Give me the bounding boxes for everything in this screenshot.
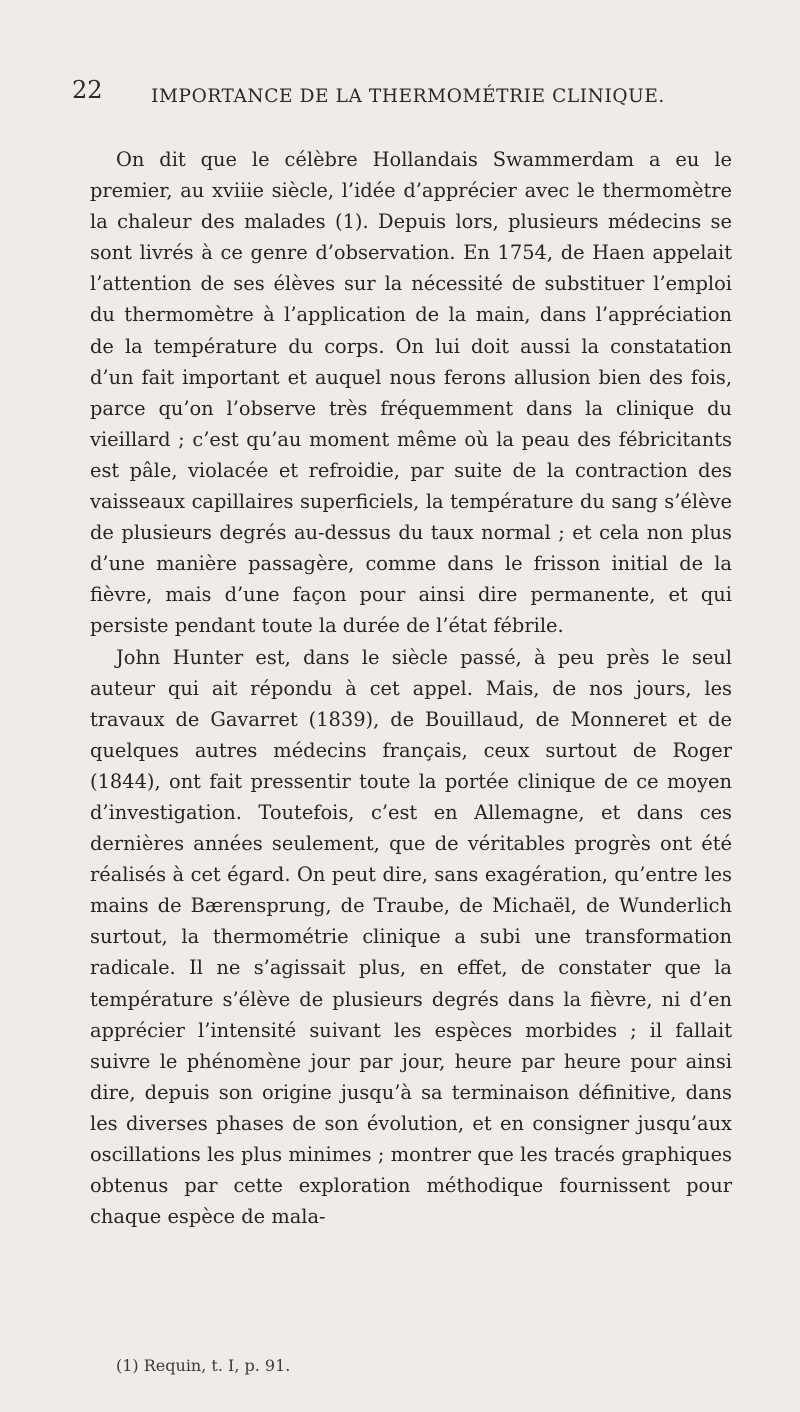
paragraph: John Hunter est, dans le siècle passé, à peu près le seul auteur qui ait répondu à cet appel. Mais, de nos jours, les travaux de Gavarret (1839), de Bouillaud, de Monneret et de quelques autres médecins français, ceux surtout de Roger (1844), ont fait pressentir toute la portée clinique de ce moyen d’investigation. Toutefois, c’est en Allemagne, et dans ces dernières années seulement, que de véritables progrès ont été réalisés à cet égard. On peut dire, sans exagération, qu’entre les mains de Bærensprung, de Traube, de Michaël, de Wunderlich surtout, la thermométrie clinique a subi une transformation radicale. Il ne s’agissait plus, en effet, de constater que la température s’élève de plusieurs degrés dans la fièvre, ni d’en apprécier l’intensité suivant les espèces morbides ; il fallait suivre le phénomène jour par jour, heure par heure pour ainsi dire, depuis son origine jusqu’à sa terminaison définitive, dans les diverses phases de son évolution, et en consigner jusqu’aux oscillations les plus minimes ; montrer que les tracés graphiques obtenus par cette exploration méthodique fournissent pour chaque espèce de mala-: [90, 645, 732, 1229]
page-number: 22: [72, 76, 103, 104]
body-text: [90, 144, 732, 1232]
paragraph: On dit que le célèbre Hollandais Swammerdam a eu le premier, au xviiie siècle, l’idée d’apprécier avec le thermomètre la chaleur des malades (1). Depuis lors, plusieurs médecins se sont livrés à ce genre d’observation. En 1754, de Haen appelait l’attention de ses élèves sur la nécessité de substituer l’emploi du thermomètre à l’application de la main, dans l’appréciation de la température du corps. On lui doit aussi la constatation d’un fait important et auquel nous ferons allusion bien des fois, parce qu’on l’observe très fréquemment dans la clinique du vieillard ; c’est qu’au moment même où la peau des fébricitants est pâle, violacée et refroidie, par suite de la contraction des vaisseaux capillaires superficiels, la température du sang s’élève de plusieurs degrés au-dessus du taux normal ; et cela non plus d’une manière passagère, comme dans le frisson initial de la fièvre, mais d’une façon pour ainsi dire permanente, et qui persiste pendant toute la durée de l’état fébrile.: [90, 148, 732, 638]
footnote: (1) Requin, t. I, p. 91.: [116, 1356, 291, 1375]
page-header: [72, 78, 722, 118]
running-head: IMPORTANCE DE LA THERMOMÉTRIE CLINIQUE.: [151, 86, 665, 107]
